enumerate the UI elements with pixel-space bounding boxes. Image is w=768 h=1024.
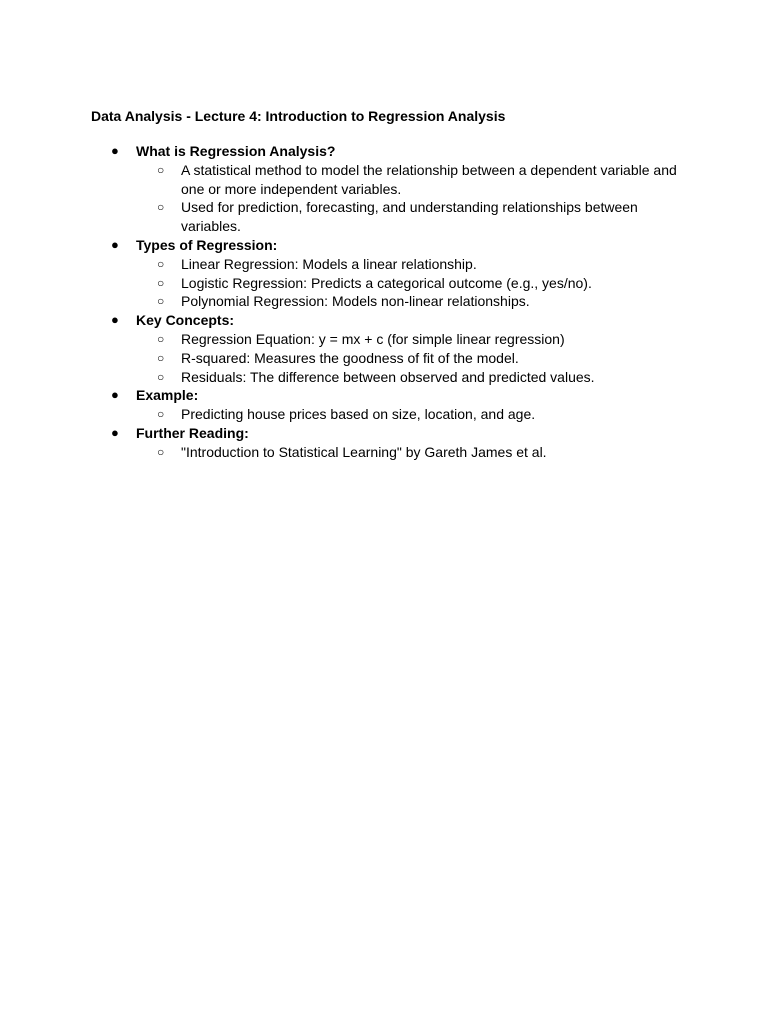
section-key-concepts bbox=[91, 311, 691, 386]
hollow-bullet-icon: ○ bbox=[157, 369, 165, 384]
list-item bbox=[136, 405, 681, 424]
list-item-text: Linear Regression: Models a linear relationship. bbox=[181, 255, 477, 272]
list-item bbox=[136, 443, 681, 462]
list-item-text: Used for prediction, forecasting, and understanding relationships between variables. bbox=[181, 199, 638, 235]
list-item-text: Predicting house prices based on size, location, and age. bbox=[181, 406, 536, 423]
hollow-bullet-icon: ○ bbox=[157, 275, 165, 290]
document-title: Data Analysis - Lecture 4: Introduction to Regression Analysis bbox=[91, 108, 506, 124]
section-what-is-regression bbox=[91, 142, 691, 236]
hollow-bullet-icon: ○ bbox=[157, 256, 165, 271]
bullet-icon: ● bbox=[111, 312, 119, 328]
list-item-text: "Introduction to Statistical Learning" by Gareth James et al. bbox=[181, 443, 547, 460]
hollow-bullet-icon: ○ bbox=[157, 407, 165, 422]
sub-list bbox=[136, 405, 691, 424]
section-further-reading bbox=[91, 424, 691, 462]
section-heading: Further Reading: bbox=[136, 424, 249, 441]
list-item bbox=[136, 349, 681, 368]
section-heading: Types of Regression: bbox=[136, 236, 278, 253]
bullet-icon: ● bbox=[111, 424, 119, 440]
list-item-text: A statistical method to model the relationship between a dependent variable and one or more independent variables. bbox=[181, 161, 677, 197]
list-item bbox=[136, 274, 681, 293]
list-item bbox=[136, 161, 681, 199]
hollow-bullet-icon: ○ bbox=[157, 444, 165, 459]
hollow-bullet-icon: ○ bbox=[157, 162, 165, 177]
list-item-text: Logistic Regression: Predicts a categorical outcome (e.g., yes/no). bbox=[181, 274, 592, 291]
hollow-bullet-icon: ○ bbox=[157, 200, 165, 215]
list-item bbox=[136, 292, 681, 311]
list-item-text: R-squared: Measures the goodness of fit of the model. bbox=[181, 349, 519, 366]
list-item-text: Polynomial Regression: Models non-linear relationships. bbox=[181, 293, 530, 310]
bullet-icon: ● bbox=[111, 236, 119, 252]
bullet-icon: ● bbox=[111, 143, 119, 158]
list-item-text: Residuals: The difference between observed and predicted values. bbox=[181, 368, 595, 385]
hollow-bullet-icon: ○ bbox=[157, 294, 165, 309]
list-item-text: Regression Equation: y = mx + c (for simple linear regression) bbox=[181, 330, 565, 347]
list-item bbox=[136, 198, 681, 236]
section-heading: Key Concepts: bbox=[136, 312, 235, 329]
section-heading: What is Regression Analysis? bbox=[136, 143, 336, 159]
outline-list bbox=[91, 142, 691, 462]
sub-list bbox=[136, 255, 691, 311]
section-example bbox=[91, 386, 691, 424]
sub-list bbox=[136, 443, 691, 462]
list-item bbox=[136, 255, 681, 274]
list-item bbox=[136, 330, 681, 349]
sub-list bbox=[136, 330, 691, 386]
hollow-bullet-icon: ○ bbox=[157, 331, 165, 346]
sub-list bbox=[136, 161, 691, 236]
section-heading: Example: bbox=[136, 387, 199, 404]
list-item bbox=[136, 368, 681, 387]
bullet-icon: ● bbox=[111, 387, 119, 403]
hollow-bullet-icon: ○ bbox=[157, 350, 165, 365]
section-types-of-regression bbox=[91, 236, 691, 311]
